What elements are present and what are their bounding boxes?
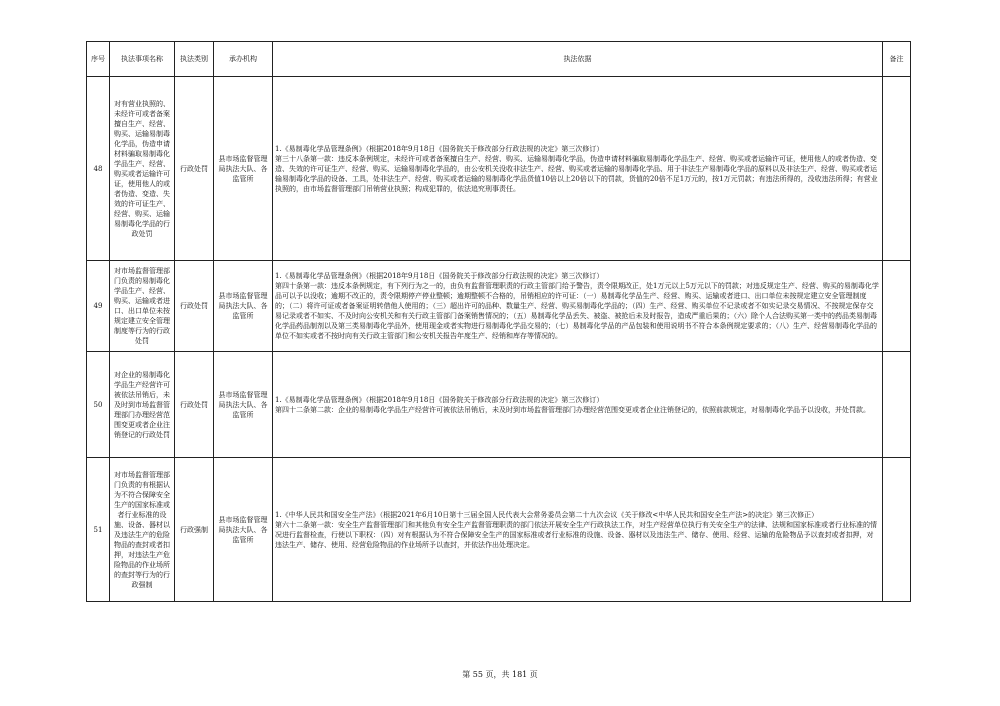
row-type: 行政处罚 xyxy=(175,77,214,261)
row-note xyxy=(883,261,911,352)
header-legal-basis: 执法依据 xyxy=(273,42,883,77)
basis-source: 1.《中华人民共和国安全生产法》（根据2021年6月10日第十三届全国人民代表大会常务委员会第二十九次会议《关于修改<中华人民共和国安全生产法>的决定》第三次修正） xyxy=(275,510,819,519)
row-type: 行政强制 xyxy=(175,458,214,602)
row-item-name: 对有营业执照的、未经许可或者备案擅自生产、经营、购买、运输易制毒化学品，伪造申请材料骗取易制毒化学品生产、经营、购买或者运输许可证，使用他人的或者伪造、变造、失效的许可证生产、经营、购买、运输易制毒化学品的行政处罚 xyxy=(110,77,175,261)
row-item-name: 对企业的易制毒化学品生产经营许可被依法吊销后，未及时到市场监督管理部门办理经营范围变更或者企业注销登记的行政处罚 xyxy=(110,352,175,458)
row-seq: 49 xyxy=(87,261,110,352)
table-header-row xyxy=(87,42,911,77)
row-type: 行政处罚 xyxy=(175,352,214,458)
header-item-name: 执法事项名称 xyxy=(110,42,175,77)
row-item-name: 对市场监督管理部门负责的易制毒化学品生产、经营、购买、运输或者进口、出口单位未按规定建立安全管理制度等行为的行政处罚 xyxy=(110,261,175,352)
row-seq: 50 xyxy=(87,352,110,458)
basis-article: 第三十八条第一款：违反本条例规定，未经许可或者备案擅自生产、经营、购买、运输易制毒化学品，伪造申请材料骗取易制毒化学品生产、经营、购买或者运输许可证，使用他人的或者伪造、变造、失效的许可证生产、经营、购买、运输易制毒化学品的，由公安机关没收非法生产、经营、购买或者运输的易制毒化学品、用于非法生产易制毒化学品的原料以及非法生产、经营、购买或者运输易制毒化学品的设备、工具，处非法生产、经营、购买或者运输的易制毒化学品货值10倍以上20倍以下的罚款，货值的20倍不足1万元的，按1万元罚款；有违法所得的，没收违法所得；有营业执照的，由市场监督管理部门吊销营业执照；构成犯罪的，依法追究刑事责任。 xyxy=(275,154,878,193)
row-organization: 县市场监督管理局执法大队、各监管所 xyxy=(214,261,273,352)
row-note xyxy=(883,352,911,458)
law-enforcement-table xyxy=(86,41,911,602)
row-note xyxy=(883,77,911,261)
row-item-name: 对市场监督管理部门负责的有根据认为不符合保障安全生产的国家标准或者行业标准的设施、设备、器材以及违法生产的危险物品的查封或者扣押，对违法生产危险物品的作业场所的查封等行为的行政强制 xyxy=(110,458,175,602)
basis-article: 第四十二条第二款：企业的易制毒化学品生产经营许可被依法吊销后，未及时到市场监督管理部门办理经营范围变更或者企业注销登记的，依照前款规定，对易制毒化学品予以没收，并处罚款。 xyxy=(275,405,870,414)
basis-source: 1.《易制毒化学品管理条例》（根据2018年9月18日《国务院关于修改部分行政法规的决定》第三次修订） xyxy=(275,144,604,153)
row-organization: 县市场监督管理局执法大队、各监管所 xyxy=(214,77,273,261)
header-organization: 承办机构 xyxy=(214,42,273,77)
table-row xyxy=(87,77,911,261)
row-organization: 县市场监督管理局执法大队、各监管所 xyxy=(214,458,273,602)
row-seq: 48 xyxy=(87,77,110,261)
row-legal-basis xyxy=(273,77,883,261)
row-seq: 51 xyxy=(87,458,110,602)
header-note: 备注 xyxy=(883,42,911,77)
basis-source: 1.《易制毒化学品管理条例》（根据2018年9月18日《国务院关于修改部分行政法规的决定》第三次修订） xyxy=(275,395,604,404)
basis-article: 第四十条第一款：违反本条例规定，有下列行为之一的，由负有监督管理职责的行政主管部门给予警告，责令限期改正，处1万元以上5万元以下的罚款；对违反规定生产、经营、购买的易制毒化学品可以予以没收；逾期不改正的，责令限期停产停业整顿；逾期整顿不合格的，吊销相应的许可证：（一）易制毒化学品生产、经营、购买、运输或者进口、出口单位未按规定建立安全管理制度的；（二）将许可证或者备案证明转借他人使用的；（三）超出许可的品种、数量生产、经营、购买易制毒化学品的；（四）生产、经营、购买单位不记录或者不如实记录交易情况、不按规定保存交易记录或者不如实、不及时向公安机关和有关行政主管部门备案销售情况的；（五）易制毒化学品丢失、被盗、被抢后未及时报告，造成严重后果的；（六）除个人合法购买第一类中的药品类易制毒化学品药品制剂以及第三类易制毒化学品外，使用现金或者实物进行易制毒化学品交易的；（七）易制毒化学品的产品包装和使用说明书不符合本条例规定要求的；（八）生产、经营易制毒化学品的单位不如实或者不按时向有关行政主管部门和公安机关报告年度生产、经销和库存等情况的。 xyxy=(275,282,879,340)
table-row xyxy=(87,458,911,602)
table-row xyxy=(87,352,911,458)
row-organization: 县市场监督管理局执法大队、各监管所 xyxy=(214,352,273,458)
row-legal-basis xyxy=(273,261,883,352)
row-legal-basis xyxy=(273,458,883,602)
table-row xyxy=(87,261,911,352)
row-legal-basis xyxy=(273,352,883,458)
row-type: 行政处罚 xyxy=(175,261,214,352)
basis-article: 第六十二条第一款：安全生产监督管理部门和其他负有安全生产监督管理职责的部门依法开展安全生产行政执法工作，对生产经营单位执行有关安全生产的法律、法规和国家标准或者行业标准的情况进行监督检查，行使以下职权：（四）对有根据认为不符合保障安全生产的国家标准或者行业标准的设施、设备、器材以及违法生产、储存、使用、经营、运输的危险物品予以查封或者扣押，对违法生产、储存、使用、经营危险物品的作业场所予以查封，并依法作出处理决定。 xyxy=(275,520,877,549)
basis-source: 1.《易制毒化学品管理条例》（根据2018年9月18日《国务院关于修改部分行政法规的决定》第三次修订） xyxy=(275,272,604,280)
row-note xyxy=(883,458,911,602)
page-number: 第 55 页，共 181 页 xyxy=(462,670,538,679)
header-type: 执法类别 xyxy=(175,42,214,77)
header-seq: 序号 xyxy=(87,42,110,77)
